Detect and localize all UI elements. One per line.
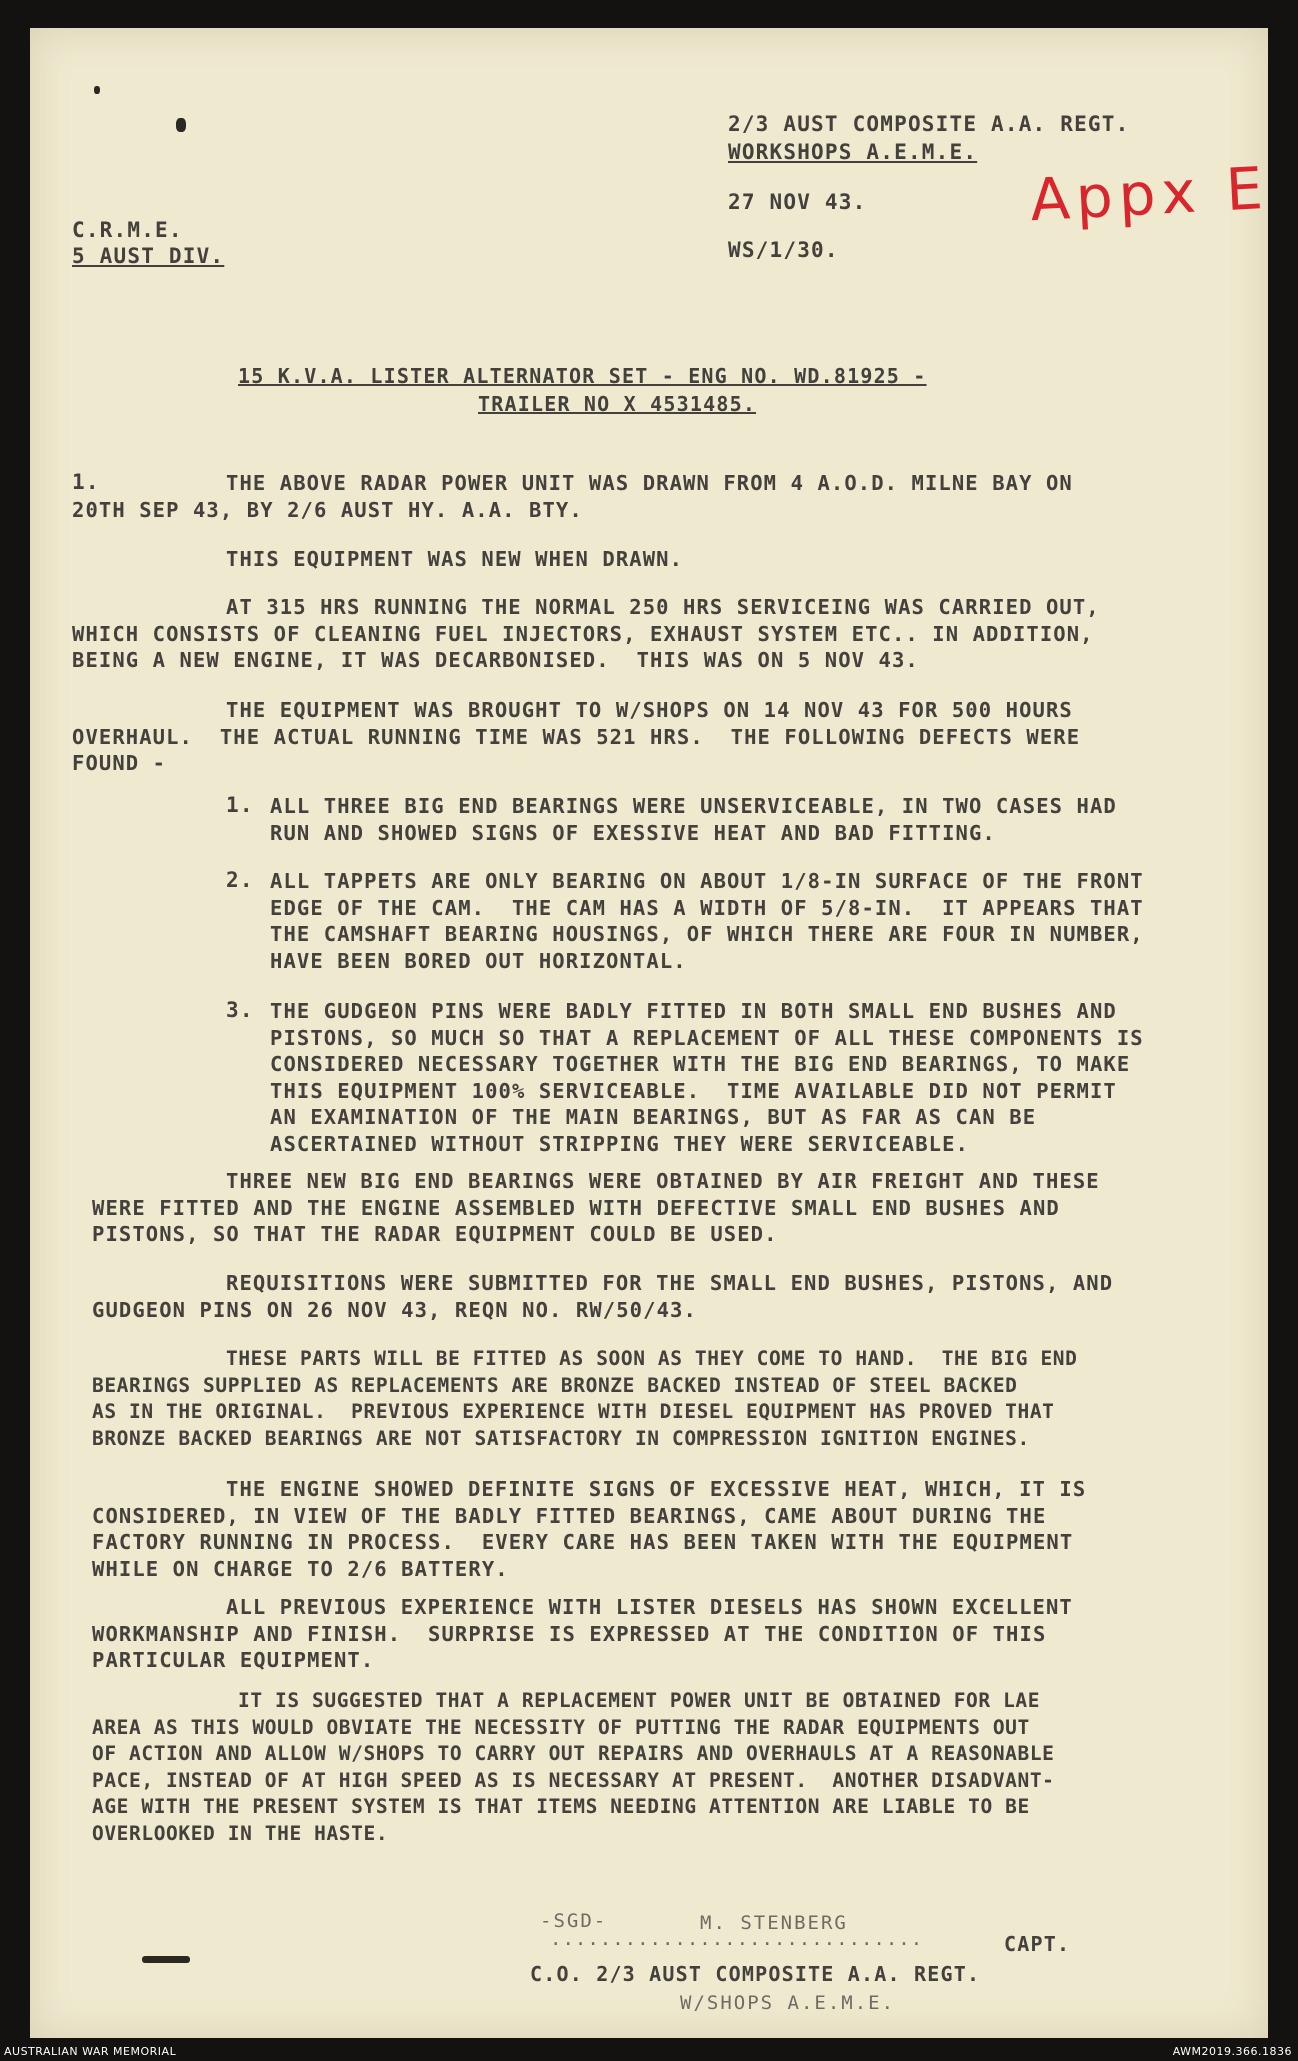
ink-smudge <box>94 86 100 94</box>
signatory-unit: W/SHOPS A.E.M.E. <box>680 1992 896 2014</box>
defect-2-number: 2. <box>226 868 254 892</box>
defect-1: ALL THREE BIG END BEARINGS WERE UNSERVICEABLE, IN TWO CASES HAD RUN AND SHOWED SIGNS OF EXESSIVE HEAT AND BAD FITTING. <box>270 794 1117 845</box>
paragraph-6: REQUISITIONS WERE SUBMITTED FOR THE SMALL END BUSHES, PISTONS, AND GUDGEON PINS ON 26 NOV 43, REQN NO. RW/50/43. <box>92 1271 1114 1322</box>
subject-line1: 15 K.V.A. LISTER ALTERNATOR SET - ENG NO. WD.81925 - <box>238 364 927 388</box>
addressee-line1: C.R.M.E. <box>72 218 183 242</box>
unit-name: 2/3 AUST COMPOSITE A.A. REGT. <box>728 112 1130 136</box>
subject-line2: TRAILER NO X 4531485. <box>478 392 757 416</box>
ink-mark <box>142 1956 190 1963</box>
ink-smudge <box>176 118 186 132</box>
archive-credit: AUSTRALIAN WAR MEMORIAL <box>4 2045 177 2058</box>
signatory-title: C.O. 2/3 AUST COMPOSITE A.A. REGT. <box>530 1962 981 1986</box>
paragraph-9: ALL PREVIOUS EXPERIENCE WITH LISTER DIESELS HAS SHOWN EXCELLENT WORKMANSHIP AND FINISH. SURPRISE IS EXPRESSED AT THE CONDITION OF THIS PARTICULAR EQUIPMENT. <box>92 1595 1073 1672</box>
paragraph-10: IT IS SUGGESTED THAT A REPLACEMENT POWER UNIT BE OBTAINED FOR LAE AREA AS THIS WOULD OBVIATE THE NECESSITY OF PUTTING THE RADAR EQUIPMENTS OUT OF ACTION AND ALLOW W/SHOPS TO CARRY OUT REPAIRS AND OVERHAULS AT A REASONABLE PACE, INSTEAD OF AT HIGH SPEED AS IS NECESSARY AT PRESENT. ANOTHER DISADVANT- AGE WITH THE PRESENT SYSTEM IS THAT ITEMS NEEDING ATTENTION ARE LIABLE TO BE OVERLOOKED IN THE HASTE. <box>92 1689 1055 1845</box>
signature-line: .............................. <box>550 1928 924 1950</box>
paragraph-5: THREE NEW BIG END BEARINGS WERE OBTAINED BY AIR FREIGHT AND THESE WERE FITTED AND THE ENGINE ASSEMBLED WITH DEFECTIVE SMALL END BUSHES AND PISTONS, SO THAT THE RADAR EQUIPMENT COULD BE USED. <box>92 1169 1100 1246</box>
paragraph-1: THE ABOVE RADAR POWER UNIT WAS DRAWN FROM 4 A.O.D. MILNE BAY ON 20TH SEP 43, BY 2/6 AUST HY. A.A. BTY. <box>72 471 1073 522</box>
addressee-line2: 5 AUST DIV. <box>72 244 225 268</box>
defect-2: ALL TAPPETS ARE ONLY BEARING ON ABOUT 1/8-IN SURFACE OF THE FRONT EDGE OF THE CAM. THE CAM HAS A WIDTH OF 5/8-IN. IT APPEARS THAT THE CAMSHAFT BEARING HOUSINGS, OF WHICH THERE ARE FOUR IN NUMBER, HAVE BEEN BORED OUT HORIZONTAL. <box>270 869 1144 973</box>
appendix-mark: Appx E <box>1028 153 1271 235</box>
unit-workshops: WORKSHOPS A.E.M.E. <box>728 140 978 164</box>
signed-mark: -SGD- <box>540 1910 608 1932</box>
paragraph-3: AT 315 HRS RUNNING THE NORMAL 250 HRS SERVICEING WAS CARRIED OUT, WHICH CONSISTS OF CLEANING FUEL INJECTORS, EXHAUST SYSTEM ETC.. IN ADDITION, BEING A NEW ENGINE, IT WAS DECARBONISED. THIS WAS ON 5 NOV 43. <box>72 595 1100 672</box>
defect-3-number: 3. <box>226 998 254 1022</box>
paragraph-7: THESE PARTS WILL BE FITTED AS SOON AS THEY COME TO HAND. THE BIG END BEARINGS SUPPLIED AS REPLACEMENTS ARE BRONZE BACKED INSTEAD OF STEEL BACKED AS IN THE ORIGINAL. PREVIOUS EXPERIENCE WITH DIESEL EQUIPMENT HAS PROVED THAT BRONZE BACKED BEARINGS ARE NOT SATISFACTORY IN COMPRESSION IGNITION ENGINES. <box>92 1347 1078 1450</box>
paragraph-number: 1. <box>72 470 100 494</box>
document-date: 27 NOV 43. <box>728 190 867 214</box>
paragraph-4: THE EQUIPMENT WAS BROUGHT TO W/SHOPS ON 14 NOV 43 FOR 500 HOURS OVERHAUL. THE ACTUAL RUNNING TIME WAS 521 HRS. THE FOLLOWING DEFECTS WERE FOUND - <box>72 698 1081 775</box>
defect-1-number: 1. <box>226 793 254 817</box>
archive-reference: AWM2019.366.1836 <box>1172 2045 1292 2058</box>
defect-3: THE GUDGEON PINS WERE BADLY FITTED IN BOTH SMALL END BUSHES AND PISTONS, SO MUCH SO THAT A REPLACEMENT OF ALL THESE COMPONENTS IS CONSIDERED NECESSARY TOGETHER WITH THE BIG END BEARINGS, TO MAKE THIS EQUIPMENT 100% SERVICEABLE. TIME AVAILABLE DID NOT PERMIT AN EXAMINATION OF THE MAIN BEARINGS, BUT AS FAR AS CAN BE ASCERTAINED WITHOUT STRIPPING THEY WERE SERVICEABLE. <box>270 999 1144 1156</box>
signatory-name: M. STENBERG <box>700 1912 848 1934</box>
paragraph-2: THIS EQUIPMENT WAS NEW WHEN DRAWN. <box>226 547 684 571</box>
document-reference: WS/1/30. <box>728 238 839 262</box>
signatory-rank: CAPT. <box>1004 1932 1071 1956</box>
paragraph-8: THE ENGINE SHOWED DEFINITE SIGNS OF EXCESSIVE HEAT, WHICH, IT IS CONSIDERED, IN VIEW OF THE BADLY FITTED BEARINGS, CAME ABOUT DURING THE FACTORY RUNNING IN PROCESS. EVERY CARE HAS BEEN TAKEN WITH THE EQUIPMENT WHILE ON CHARGE TO 2/6 BATTERY. <box>92 1477 1087 1581</box>
